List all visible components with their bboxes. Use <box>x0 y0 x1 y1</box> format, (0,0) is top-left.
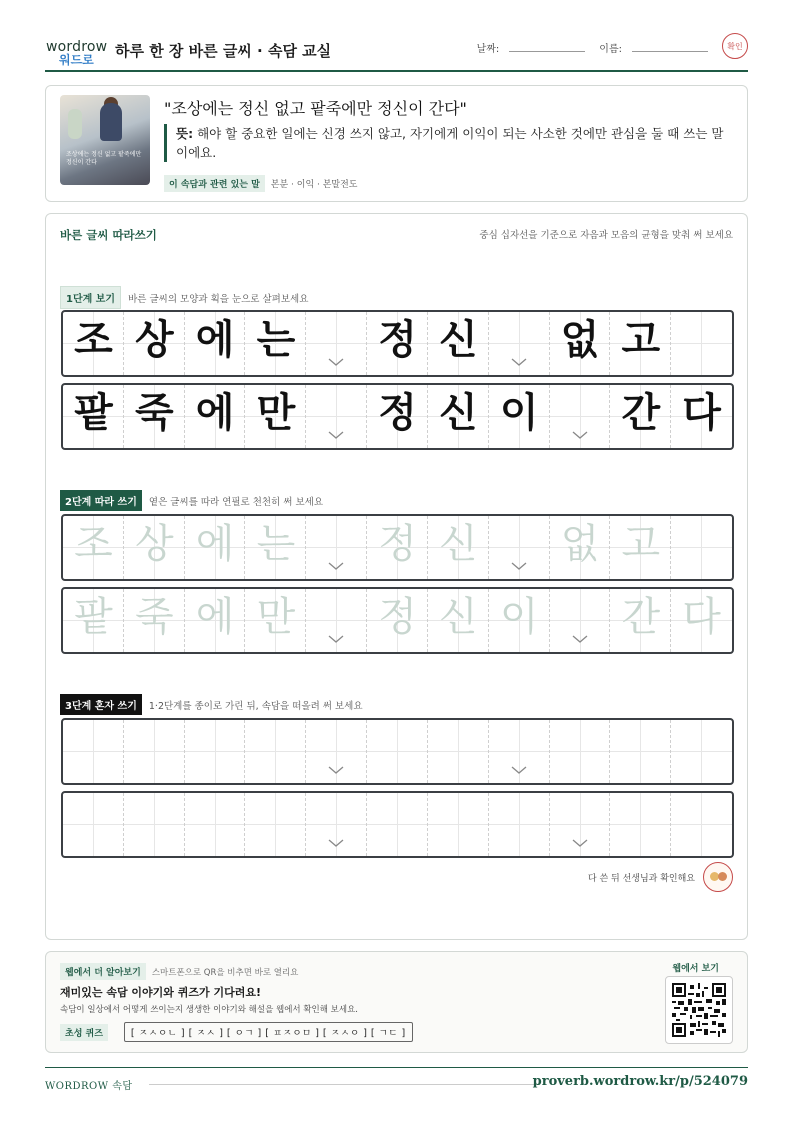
space-mark-icon <box>511 358 527 368</box>
writing-cell[interactable] <box>550 793 611 856</box>
meaning-text: 해야 할 중요한 일에는 신경 쓰지 않고, 자기에게 이익이 되는 사소한 것에만 관심을 둘 때 쓰는 말이에요. <box>176 126 724 160</box>
quiz-text: [ ㅈㅅㅇㄴ ] [ ㅈㅅ ] [ ㅇㄱ ] [ ㅍㅈㅇㅁ ] [ ㅈㅅㅇ ] [ ㄱㄷ ] <box>124 1022 413 1042</box>
meaning-label: 뜻: <box>176 126 194 141</box>
logo-wordmark: wordrow <box>46 39 108 55</box>
web-badge: 웹에서 더 알아보기 <box>60 963 146 980</box>
step2-desc: 옅은 글씨를 따라 연필로 천천히 써 보세요 <box>148 496 324 508</box>
writing-character: 고 <box>621 521 661 567</box>
writing-cell[interactable] <box>306 516 367 579</box>
writing-cell[interactable] <box>245 793 306 856</box>
step3-row-2[interactable] <box>61 791 734 858</box>
web-badge-desc: 스마트폰으로 QR을 비추면 바로 열리요 <box>151 967 299 978</box>
writing-cell <box>63 385 124 448</box>
web-headline: 재미있는 속담 이야기와 퀴즈가 기다려요! <box>60 986 261 999</box>
writing-cell[interactable] <box>245 516 306 579</box>
step1-badge: 1단계 보기 <box>60 286 121 309</box>
writing-cell[interactable] <box>489 516 550 579</box>
writing-cell <box>367 312 428 375</box>
date-name-fields <box>477 40 708 55</box>
page-title: 하루 한 장 바른 글씨 · 속담 교실 <box>115 41 332 60</box>
illustration-person <box>100 103 122 141</box>
space-mark-icon <box>511 562 527 572</box>
writing-character: 간 <box>621 594 661 640</box>
writing-cell <box>671 385 732 448</box>
writing-character: 만 <box>256 390 296 436</box>
writing-character: 신 <box>439 594 478 640</box>
writing-cell[interactable] <box>610 793 671 856</box>
footer-brand: WORDROW 속담 <box>45 1081 133 1092</box>
space-mark-icon <box>572 635 588 645</box>
kid-face-icon <box>718 872 727 881</box>
qr-code-icon[interactable] <box>665 976 733 1044</box>
writing-character: 정 <box>378 317 417 363</box>
writing-character: 정 <box>378 521 417 567</box>
writing-cell <box>550 385 611 448</box>
writing-cell <box>306 312 367 375</box>
space-mark-icon <box>328 431 344 441</box>
writing-cell[interactable] <box>489 720 550 783</box>
writing-cell[interactable] <box>124 516 185 579</box>
practice-panel <box>45 213 748 940</box>
writing-cell <box>367 385 428 448</box>
writing-cell[interactable] <box>185 516 246 579</box>
writing-character: 는 <box>256 521 296 567</box>
related-label: 이 속담과 관련 있는 말 <box>164 175 265 192</box>
panel-guide: 중심 십자선을 기준으로 자음과 모음의 균형을 맞춰 써 보세요 <box>479 230 733 241</box>
step2-row-1[interactable] <box>61 514 734 581</box>
writing-cell[interactable] <box>306 720 367 783</box>
writing-character: 없 <box>560 317 600 363</box>
writing-cell <box>124 385 185 448</box>
writing-character: 신 <box>439 521 478 567</box>
illustration-caption: 조상에는 정신 없고 팥죽에만 정신이 간다 <box>66 151 142 166</box>
related-words <box>164 175 358 192</box>
writing-cell[interactable] <box>63 793 124 856</box>
writing-cell[interactable] <box>124 720 185 783</box>
writing-cell[interactable] <box>245 720 306 783</box>
writing-cell <box>489 312 550 375</box>
writing-character: 에 <box>195 594 235 640</box>
writing-cell[interactable] <box>550 516 611 579</box>
teacher-confirm <box>588 862 733 892</box>
writing-character: 죽 <box>134 594 174 640</box>
writing-cell <box>489 385 550 448</box>
writing-cell[interactable] <box>671 793 732 856</box>
proverb-illustration <box>60 95 150 185</box>
writing-cell[interactable] <box>550 720 611 783</box>
writing-cell[interactable] <box>367 720 428 783</box>
writing-character: 정 <box>378 594 417 640</box>
step2-row-2[interactable] <box>61 587 734 654</box>
writing-character: 없 <box>560 521 600 567</box>
writing-cell[interactable] <box>124 589 185 652</box>
writing-character: 신 <box>439 390 478 436</box>
confirm-text: 다 쓴 뒤 선생님과 확인해요 <box>587 873 695 884</box>
page-footer <box>45 1067 748 1097</box>
writing-cell <box>671 312 732 375</box>
writing-cell <box>550 312 611 375</box>
related-list: 본분 · 이익 · 본말전도 <box>270 180 358 190</box>
writing-character: 상 <box>134 521 174 567</box>
writing-cell[interactable] <box>550 589 611 652</box>
space-mark-icon <box>572 431 588 441</box>
writing-character: 다 <box>682 594 721 640</box>
page-header <box>45 30 748 72</box>
writing-character: 정 <box>378 390 417 436</box>
quiz-label: 초성 퀴즈 <box>60 1024 108 1041</box>
writing-cell[interactable] <box>306 793 367 856</box>
writing-cell[interactable] <box>185 720 246 783</box>
writing-cell <box>185 312 246 375</box>
space-mark-icon <box>328 839 344 849</box>
writing-cell[interactable] <box>63 720 124 783</box>
space-mark-icon <box>328 766 344 776</box>
writing-cell[interactable] <box>610 720 671 783</box>
writing-character: 죽 <box>134 390 174 436</box>
space-mark-icon <box>572 839 588 849</box>
writing-cell[interactable] <box>428 516 489 579</box>
writing-cell[interactable] <box>185 793 246 856</box>
writing-character: 팥 <box>74 390 113 436</box>
stamp-text: 확인 <box>727 41 743 51</box>
qr-code-graphic <box>672 983 726 1037</box>
kids-stamp-icon <box>703 862 733 892</box>
writing-cell <box>245 312 306 375</box>
proverb-card <box>45 85 748 202</box>
step3-row-1[interactable] <box>61 718 734 785</box>
space-mark-icon <box>328 635 344 645</box>
writing-character: 는 <box>256 317 296 363</box>
writing-cell[interactable] <box>367 589 428 652</box>
writing-cell[interactable] <box>428 720 489 783</box>
writing-cell <box>610 312 671 375</box>
writing-character: 상 <box>134 317 174 363</box>
logo-korean: 워드로 <box>59 53 94 67</box>
step1-row-2 <box>61 383 734 450</box>
writing-cell[interactable] <box>428 589 489 652</box>
web-promo-box <box>45 951 748 1053</box>
footer-url-link[interactable]: proverb.wordrow.kr/p/524079 <box>532 1074 748 1089</box>
writing-cell <box>610 385 671 448</box>
space-mark-icon <box>328 358 344 368</box>
writing-cell[interactable] <box>489 589 550 652</box>
confirm-stamp-icon <box>722 33 748 59</box>
writing-cell[interactable] <box>124 793 185 856</box>
name-field[interactable] <box>632 44 708 52</box>
step1-header <box>60 286 308 309</box>
writing-character: 신 <box>439 317 478 363</box>
writing-cell <box>124 312 185 375</box>
writing-character: 에 <box>195 390 235 436</box>
writing-character: 다 <box>682 390 721 436</box>
writing-character: 에 <box>195 317 235 363</box>
writing-cell[interactable] <box>185 589 246 652</box>
writing-character: 간 <box>621 390 661 436</box>
writing-character: 에 <box>195 521 235 567</box>
initial-quiz <box>60 1022 413 1042</box>
writing-cell <box>428 312 489 375</box>
step3-desc: 1·2단계를 종이로 가린 뒤, 속담을 떠올려 써 보세요 <box>148 700 363 712</box>
space-mark-icon <box>328 562 344 572</box>
writing-character: 만 <box>256 594 296 640</box>
writing-cell[interactable] <box>489 793 550 856</box>
proverb-meaning <box>164 124 730 162</box>
step1-desc: 바른 글씨의 모양과 획을 눈으로 살펴보세요 <box>128 293 309 305</box>
writing-cell <box>185 385 246 448</box>
footer-divider <box>149 1084 539 1085</box>
writing-character: 고 <box>621 317 661 363</box>
illustration-figure <box>68 109 82 139</box>
writing-cell[interactable] <box>367 516 428 579</box>
writing-cell[interactable] <box>428 793 489 856</box>
step2-header <box>60 490 323 511</box>
writing-character: 조 <box>74 521 113 567</box>
writing-cell[interactable] <box>610 516 671 579</box>
step1-row-1 <box>61 310 734 377</box>
panel-title: 바른 글씨 따라쓰기 <box>60 228 157 242</box>
writing-cell[interactable] <box>610 589 671 652</box>
writing-character: 팥 <box>74 594 113 640</box>
writing-cell[interactable] <box>63 589 124 652</box>
proverb-title: "조상에는 정신 없고 팥죽에만 정신이 간다" <box>164 99 467 118</box>
writing-character: 조 <box>74 317 113 363</box>
writing-cell <box>428 385 489 448</box>
writing-character: 이 <box>499 390 539 436</box>
writing-cell[interactable] <box>671 516 732 579</box>
writing-cell <box>245 385 306 448</box>
step3-header <box>60 694 363 715</box>
wordrow-logo[interactable] <box>45 36 108 67</box>
writing-cell <box>63 312 124 375</box>
writing-cell[interactable] <box>671 589 732 652</box>
step3-badge: 3단계 혼자 쓰기 <box>60 694 142 715</box>
step2-badge: 2단계 따라 쓰기 <box>60 490 142 511</box>
writing-cell[interactable] <box>367 793 428 856</box>
writing-cell[interactable] <box>63 516 124 579</box>
date-field[interactable] <box>509 44 585 52</box>
qr-label: 웹에서 보기 <box>672 964 719 974</box>
web-badge-row <box>60 963 298 980</box>
date-label: 날짜: <box>476 44 500 55</box>
writing-cell[interactable] <box>245 589 306 652</box>
name-label: 이름: <box>599 44 622 55</box>
space-mark-icon <box>511 766 527 776</box>
writing-cell <box>306 385 367 448</box>
writing-cell[interactable] <box>306 589 367 652</box>
writing-character: 이 <box>499 594 539 640</box>
web-desc: 속담이 일상에서 어떻게 쓰이는지 생생한 이야기와 해설을 웹에서 확인해 보세요. <box>60 1005 358 1015</box>
writing-cell[interactable] <box>671 720 732 783</box>
